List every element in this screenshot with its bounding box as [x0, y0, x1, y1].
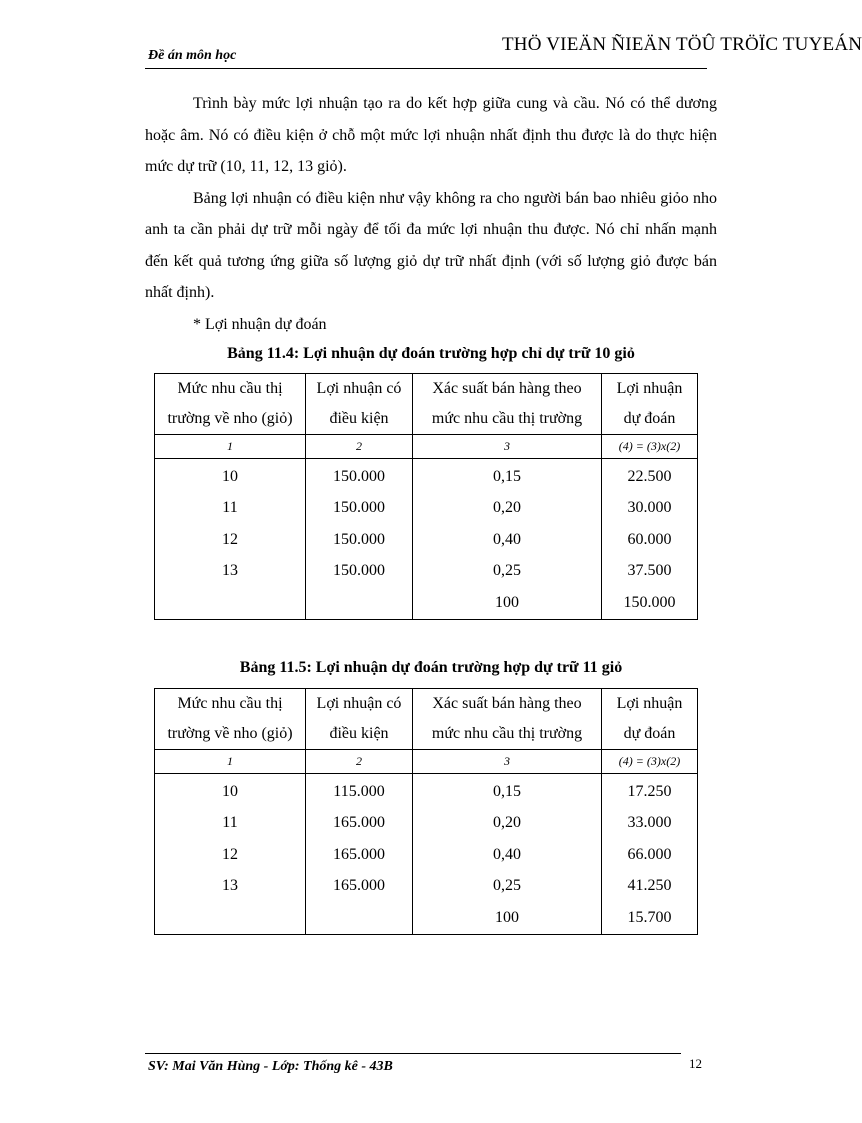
conditional-profit-cell	[306, 587, 413, 619]
table-index-row	[155, 435, 698, 459]
probability-cell: 0,15	[413, 459, 602, 493]
expected-profit-cell: 22.500	[602, 459, 698, 493]
table-row	[155, 839, 698, 871]
table-caption-text: Bảng 11.5: Lợi nhuận dự đoán trường hợp dự trữ 11 giỏ	[239, 659, 623, 676]
header-cell: Mức nhu cầu thị trường về nho (giỏ)	[155, 374, 306, 435]
probability-cell: 0,25	[413, 556, 602, 588]
demand-cell	[155, 902, 306, 934]
probability-cell: 0,15	[413, 774, 602, 808]
table-total-row	[155, 902, 698, 934]
table-index-row	[155, 750, 698, 774]
header-cell: Lợi nhuận dự đoán	[602, 689, 698, 750]
expected-profit-total-cell: 150.000	[602, 587, 698, 619]
header-library-title: THÖ VIEÄN ÑIEÄN TÖÛ TRÖÏC TUYEÁN	[502, 34, 862, 55]
table-11-4	[154, 373, 698, 620]
table-row	[155, 556, 698, 588]
index-cell: 1	[155, 750, 306, 774]
footer-author: SV: Mai Văn Hùng - Lớp: Thống kê - 43B	[148, 1059, 393, 1074]
index-cell: 3	[413, 750, 602, 774]
expected-profit-cell: 41.250	[602, 871, 698, 903]
index-cell: (4) = (3)x(2)	[602, 750, 698, 774]
index-cell: 1	[155, 435, 306, 459]
probability-cell: 0,20	[413, 493, 602, 525]
header-cell: Mức nhu cầu thị trường về nho (giỏ)	[155, 689, 306, 750]
table-header-row	[155, 374, 698, 435]
demand-cell: 10	[155, 774, 306, 808]
expected-profit-cell: 17.250	[602, 774, 698, 808]
paragraph-2: Bảng lợi nhuận có điều kiện như vậy không ra cho người bán bao nhiêu giỏo nho anh ta cần phải dự trữ mỗi ngày để tối đa mức lợi nhuận thu được. Nó chỉ nhấn mạnh đến kết quả tương ứng giữa số lượng giỏ dự trữ nhất định (với số lượng giỏ được bán nhất định).	[145, 189, 717, 301]
index-cell: 2	[306, 750, 413, 774]
table-11-5	[154, 688, 698, 935]
conditional-profit-cell: 150.000	[306, 524, 413, 556]
probability-cell: 0,25	[413, 871, 602, 903]
conditional-profit-cell: 165.000	[306, 871, 413, 903]
conditional-profit-cell: 150.000	[306, 556, 413, 588]
expected-profit-cell: 66.000	[602, 839, 698, 871]
table-caption-11-4	[0, 345, 816, 363]
expected-profit-cell: 37.500	[602, 556, 698, 588]
table-row	[155, 774, 698, 808]
section-label-predicted-profit: * Lợi nhuận dự đoán	[193, 315, 327, 333]
conditional-profit-cell: 115.000	[306, 774, 413, 808]
expected-profit-cell: 30.000	[602, 493, 698, 525]
conditional-profit-cell: 150.000	[306, 459, 413, 493]
table-row	[155, 493, 698, 525]
demand-cell: 12	[155, 839, 306, 871]
header-cell: Xác suất bán hàng theo mức nhu cầu thị trường	[413, 374, 602, 435]
table-header-row	[155, 689, 698, 750]
expected-profit-cell: 33.000	[602, 808, 698, 840]
expected-profit-total-cell: 15.700	[602, 902, 698, 934]
demand-cell: 11	[155, 493, 306, 525]
table-total-row	[155, 587, 698, 619]
demand-cell: 13	[155, 871, 306, 903]
demand-cell: 10	[155, 459, 306, 493]
probability-total-cell: 100	[413, 902, 602, 934]
header-cell: Lợi nhuận có điều kiện	[306, 689, 413, 750]
page-number: 12	[689, 1056, 702, 1071]
index-cell: 3	[413, 435, 602, 459]
demand-cell: 13	[155, 556, 306, 588]
header-rule	[145, 68, 707, 69]
table-row	[155, 808, 698, 840]
probability-cell: 0,20	[413, 808, 602, 840]
paragraph-1: Trình bày mức lợi nhuận tạo ra do kết hợp giữa cung và cầu. Nó có thể dương hoặc âm. Nó có điều kiện ở chỗ một mức lợi nhuận nhất định thu được là do thực hiện mức dự trữ (10, 11, 12, 13 giỏ).	[145, 95, 717, 175]
header-cell: Xác suất bán hàng theo mức nhu cầu thị trường	[413, 689, 602, 750]
demand-cell: 11	[155, 808, 306, 840]
table-row	[155, 459, 698, 493]
conditional-profit-cell	[306, 902, 413, 934]
header-doc-type: Đề án môn học	[148, 48, 237, 63]
table-caption-11-5	[0, 659, 816, 677]
probability-cell: 0,40	[413, 839, 602, 871]
probability-cell: 0,40	[413, 524, 602, 556]
demand-cell: 12	[155, 524, 306, 556]
footer-rule	[145, 1053, 681, 1054]
table-row	[155, 871, 698, 903]
table-row	[155, 524, 698, 556]
expected-profit-cell: 60.000	[602, 524, 698, 556]
header-cell: Lợi nhuận dự đoán	[602, 374, 698, 435]
conditional-profit-cell: 165.000	[306, 808, 413, 840]
header-cell: Lợi nhuận có điều kiện	[306, 374, 413, 435]
body-text	[145, 88, 717, 340]
table-caption-text: Bảng 11.4: Lợi nhuận dự đoán trường hợp chỉ dự trữ 10 giỏ	[227, 345, 635, 362]
conditional-profit-cell: 150.000	[306, 493, 413, 525]
index-cell: 2	[306, 435, 413, 459]
demand-cell	[155, 587, 306, 619]
index-cell: (4) = (3)x(2)	[602, 435, 698, 459]
probability-total-cell: 100	[413, 587, 602, 619]
conditional-profit-cell: 165.000	[306, 839, 413, 871]
